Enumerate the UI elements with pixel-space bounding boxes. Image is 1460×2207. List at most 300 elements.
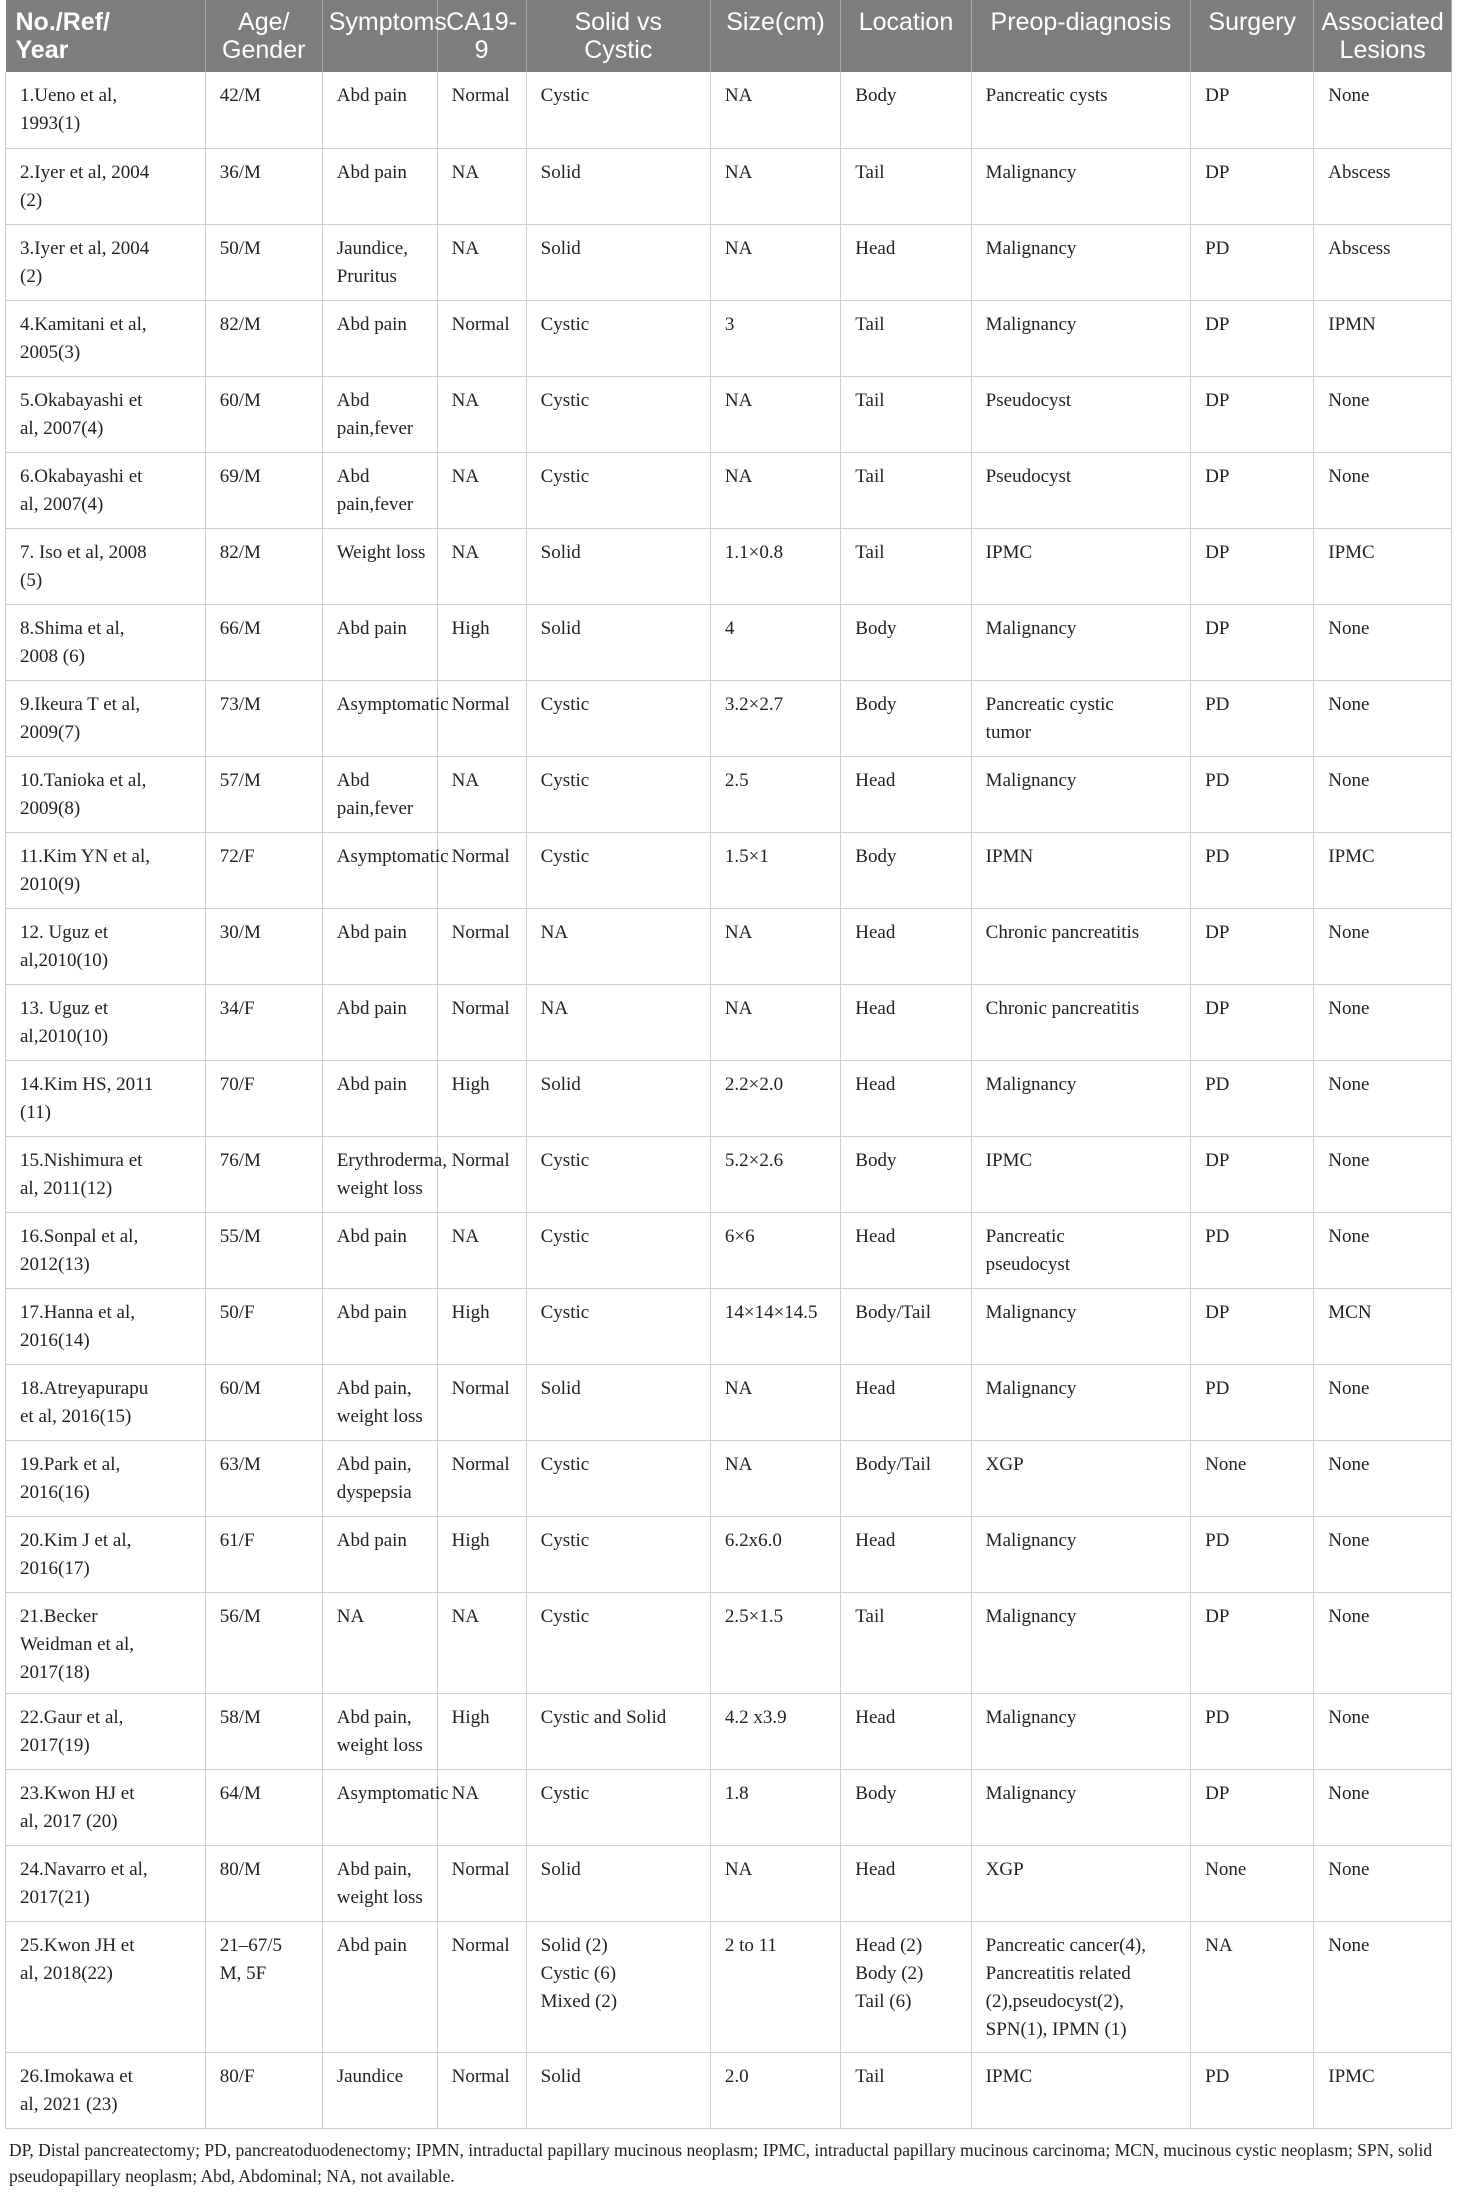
- cell-col-preop-diagnosis: Malignancy: [971, 1693, 1190, 1769]
- cell-col-associated-lesions: MCN: [1314, 1288, 1452, 1364]
- cell-col-surgery: PD: [1191, 680, 1314, 756]
- header-col-ca199: CA19- 9: [437, 0, 526, 72]
- cell-col-ca199: High: [437, 604, 526, 680]
- cell-col-associated-lesions: None: [1314, 984, 1452, 1060]
- cell-col-ca199: NA: [437, 1212, 526, 1288]
- cell-col-preop-diagnosis: Malignancy: [971, 756, 1190, 832]
- cell-col-associated-lesions: None: [1314, 1136, 1452, 1212]
- cell-col-solid-cystic: Solid: [526, 1845, 710, 1921]
- cell-col-ca199: Normal: [437, 908, 526, 984]
- cell-col-symptoms: Abd pain, weight loss: [322, 1693, 437, 1769]
- cell-col-surgery: DP: [1191, 1288, 1314, 1364]
- cell-col-location: Head: [841, 1693, 971, 1769]
- cell-col-solid-cystic: Solid: [526, 148, 710, 224]
- cell-col-age-gender: 69/M: [205, 452, 322, 528]
- table-row: [6, 1060, 1452, 1136]
- cell-col-solid-cystic: NA: [526, 908, 710, 984]
- cell-col-ref: 20.Kim J et al, 2016(17): [6, 1516, 206, 1592]
- cell-col-associated-lesions: None: [1314, 756, 1452, 832]
- cell-col-ref: 23.Kwon HJ et al, 2017 (20): [6, 1769, 206, 1845]
- cell-col-ref: 5.Okabayashi et al, 2007(4): [6, 376, 206, 452]
- cell-col-age-gender: 73/M: [205, 680, 322, 756]
- cell-col-size: 1.5×1: [710, 832, 840, 908]
- cell-col-surgery: PD: [1191, 1364, 1314, 1440]
- cell-col-symptoms: Abd pain: [322, 1212, 437, 1288]
- cell-col-associated-lesions: None: [1314, 604, 1452, 680]
- cell-col-symptoms: Abd pain: [322, 1060, 437, 1136]
- cell-col-preop-diagnosis: Malignancy: [971, 1592, 1190, 1693]
- cell-col-ca199: NA: [437, 528, 526, 604]
- cell-col-location: Head (2) Body (2) Tail (6): [841, 1921, 971, 2052]
- cell-col-preop-diagnosis: Pancreatic cysts: [971, 72, 1190, 148]
- cell-col-symptoms: Jaundice: [322, 2052, 437, 2128]
- cell-col-associated-lesions: None: [1314, 1921, 1452, 2052]
- cell-col-preop-diagnosis: Malignancy: [971, 604, 1190, 680]
- header-col-surgery: Surgery: [1191, 0, 1314, 72]
- cell-col-location: Head: [841, 1516, 971, 1592]
- cell-col-size: 4: [710, 604, 840, 680]
- cell-col-ref: 3.Iyer et al, 2004 (2): [6, 224, 206, 300]
- cell-col-preop-diagnosis: Malignancy: [971, 1288, 1190, 1364]
- cell-col-preop-diagnosis: Chronic pancreatitis: [971, 984, 1190, 1060]
- table-row: [6, 148, 1452, 224]
- cell-col-size: NA: [710, 1364, 840, 1440]
- cell-col-preop-diagnosis: Pancreatic cystic tumor: [971, 680, 1190, 756]
- cell-col-ref: 2.Iyer et al, 2004 (2): [6, 148, 206, 224]
- cell-col-associated-lesions: None: [1314, 376, 1452, 452]
- cell-col-surgery: DP: [1191, 148, 1314, 224]
- cell-col-surgery: DP: [1191, 300, 1314, 376]
- table-row: [6, 1769, 1452, 1845]
- cell-col-associated-lesions: IPMC: [1314, 2052, 1452, 2128]
- case-table: [5, 0, 1452, 2129]
- table-row: [6, 1212, 1452, 1288]
- cell-col-associated-lesions: IPMC: [1314, 832, 1452, 908]
- cell-col-size: 3.2×2.7: [710, 680, 840, 756]
- cell-col-preop-diagnosis: Malignancy: [971, 300, 1190, 376]
- table-row: [6, 1440, 1452, 1516]
- table-row: [6, 1845, 1452, 1921]
- cell-col-size: 4.2 x3.9: [710, 1693, 840, 1769]
- cell-col-age-gender: 30/M: [205, 908, 322, 984]
- cell-col-associated-lesions: Abscess: [1314, 224, 1452, 300]
- cell-col-location: Body/Tail: [841, 1288, 971, 1364]
- table-row: [6, 1364, 1452, 1440]
- cell-col-symptoms: Abd pain: [322, 1288, 437, 1364]
- table-row: [6, 832, 1452, 908]
- cell-col-age-gender: 34/F: [205, 984, 322, 1060]
- cell-col-solid-cystic: Cystic: [526, 452, 710, 528]
- cell-col-ref: 7. Iso et al, 2008 (5): [6, 528, 206, 604]
- cell-col-ca199: NA: [437, 224, 526, 300]
- cell-col-solid-cystic: Cystic: [526, 300, 710, 376]
- cell-col-size: NA: [710, 148, 840, 224]
- cell-col-size: NA: [710, 224, 840, 300]
- cell-col-preop-diagnosis: Malignancy: [971, 1364, 1190, 1440]
- cell-col-surgery: DP: [1191, 604, 1314, 680]
- cell-col-symptoms: Asymptomatic: [322, 832, 437, 908]
- cell-col-ref: 8.Shima et al, 2008 (6): [6, 604, 206, 680]
- cell-col-preop-diagnosis: IPMC: [971, 1136, 1190, 1212]
- cell-col-age-gender: 57/M: [205, 756, 322, 832]
- cell-col-symptoms: Erythroderma, weight loss: [322, 1136, 437, 1212]
- cell-col-age-gender: 82/M: [205, 300, 322, 376]
- cell-col-size: 6×6: [710, 1212, 840, 1288]
- table-row: [6, 1693, 1452, 1769]
- cell-col-size: 1.8: [710, 1769, 840, 1845]
- cell-col-preop-diagnosis: XGP: [971, 1440, 1190, 1516]
- cell-col-solid-cystic: Solid: [526, 2052, 710, 2128]
- cell-col-symptoms: Abd pain, dyspepsia: [322, 1440, 437, 1516]
- cell-col-location: Body: [841, 1136, 971, 1212]
- cell-col-size: NA: [710, 908, 840, 984]
- table-row: [6, 1136, 1452, 1212]
- header-col-size: Size(cm): [710, 0, 840, 72]
- cell-col-symptoms: Abd pain: [322, 604, 437, 680]
- cell-col-ref: 22.Gaur et al, 2017(19): [6, 1693, 206, 1769]
- cell-col-surgery: DP: [1191, 1136, 1314, 1212]
- cell-col-symptoms: Abd pain: [322, 1921, 437, 2052]
- cell-col-ref: 16.Sonpal et al, 2012(13): [6, 1212, 206, 1288]
- cell-col-size: 1.1×0.8: [710, 528, 840, 604]
- cell-col-location: Body: [841, 604, 971, 680]
- header-col-location: Location: [841, 0, 971, 72]
- cell-col-associated-lesions: None: [1314, 72, 1452, 148]
- cell-col-preop-diagnosis: Malignancy: [971, 1060, 1190, 1136]
- table-row: [6, 300, 1452, 376]
- cell-col-symptoms: NA: [322, 1592, 437, 1693]
- cell-col-surgery: DP: [1191, 1592, 1314, 1693]
- cell-col-location: Tail: [841, 300, 971, 376]
- cell-col-age-gender: 70/F: [205, 1060, 322, 1136]
- cell-col-ca199: Normal: [437, 832, 526, 908]
- cell-col-age-gender: 50/M: [205, 224, 322, 300]
- cell-col-solid-cystic: Solid: [526, 528, 710, 604]
- header-col-symptoms: Symptoms: [322, 0, 437, 72]
- cell-col-solid-cystic: Cystic: [526, 1136, 710, 1212]
- cell-col-solid-cystic: Solid: [526, 1060, 710, 1136]
- cell-col-location: Head: [841, 1060, 971, 1136]
- cell-col-age-gender: 63/M: [205, 1440, 322, 1516]
- cell-col-solid-cystic: Solid (2) Cystic (6) Mixed (2): [526, 1921, 710, 2052]
- cell-col-symptoms: Abd pain: [322, 148, 437, 224]
- table-row: [6, 72, 1452, 148]
- cell-col-size: 2.2×2.0: [710, 1060, 840, 1136]
- cell-col-location: Head: [841, 1364, 971, 1440]
- cell-col-age-gender: 61/F: [205, 1516, 322, 1592]
- cell-col-symptoms: Abd pain: [322, 1516, 437, 1592]
- cell-col-ca199: Normal: [437, 300, 526, 376]
- cell-col-solid-cystic: Cystic: [526, 680, 710, 756]
- cell-col-size: 2.0: [710, 2052, 840, 2128]
- cell-col-location: Body/Tail: [841, 1440, 971, 1516]
- cell-col-preop-diagnosis: IPMN: [971, 832, 1190, 908]
- cell-col-solid-cystic: NA: [526, 984, 710, 1060]
- cell-col-associated-lesions: None: [1314, 1364, 1452, 1440]
- cell-col-symptoms: Weight loss: [322, 528, 437, 604]
- cell-col-solid-cystic: Solid: [526, 224, 710, 300]
- cell-col-preop-diagnosis: IPMC: [971, 528, 1190, 604]
- cell-col-ref: 13. Uguz et al,2010(10): [6, 984, 206, 1060]
- cell-col-location: Tail: [841, 1592, 971, 1693]
- cell-col-location: Head: [841, 1212, 971, 1288]
- cell-col-preop-diagnosis: Pseudocyst: [971, 376, 1190, 452]
- cell-col-surgery: None: [1191, 1845, 1314, 1921]
- cell-col-ref: 26.Imokawa et al, 2021 (23): [6, 2052, 206, 2128]
- cell-col-solid-cystic: Solid: [526, 604, 710, 680]
- cell-col-solid-cystic: Cystic and Solid: [526, 1693, 710, 1769]
- cell-col-associated-lesions: Abscess: [1314, 148, 1452, 224]
- table-row: [6, 224, 1452, 300]
- cell-col-ref: 1.Ueno et al, 1993(1): [6, 72, 206, 148]
- cell-col-solid-cystic: Cystic: [526, 1769, 710, 1845]
- cell-col-ref: 19.Park et al, 2016(16): [6, 1440, 206, 1516]
- cell-col-size: 2 to 11: [710, 1921, 840, 2052]
- table-row: [6, 2052, 1452, 2128]
- cell-col-ca199: Normal: [437, 1921, 526, 2052]
- cell-col-associated-lesions: None: [1314, 680, 1452, 756]
- cell-col-age-gender: 66/M: [205, 604, 322, 680]
- cell-col-location: Body: [841, 680, 971, 756]
- cell-col-ref: 25.Kwon JH et al, 2018(22): [6, 1921, 206, 2052]
- cell-col-location: Tail: [841, 148, 971, 224]
- header-col-solid-cystic: Solid vs Cystic: [526, 0, 710, 72]
- cell-col-ca199: Normal: [437, 984, 526, 1060]
- cell-col-ca199: Normal: [437, 2052, 526, 2128]
- cell-col-ref: 4.Kamitani et al, 2005(3): [6, 300, 206, 376]
- cell-col-associated-lesions: None: [1314, 452, 1452, 528]
- table-row: [6, 984, 1452, 1060]
- cell-col-surgery: DP: [1191, 1769, 1314, 1845]
- cell-col-size: 2.5: [710, 756, 840, 832]
- cell-col-associated-lesions: None: [1314, 1516, 1452, 1592]
- cell-col-size: 3: [710, 300, 840, 376]
- cell-col-surgery: PD: [1191, 224, 1314, 300]
- cell-col-size: NA: [710, 1845, 840, 1921]
- cell-col-surgery: PD: [1191, 1060, 1314, 1136]
- cell-col-preop-diagnosis: Malignancy: [971, 1769, 1190, 1845]
- cell-col-ca199: NA: [437, 148, 526, 224]
- cell-col-ref: 24.Navarro et al, 2017(21): [6, 1845, 206, 1921]
- cell-col-surgery: PD: [1191, 1693, 1314, 1769]
- cell-col-ca199: High: [437, 1060, 526, 1136]
- cell-col-ref: 15.Nishimura et al, 2011(12): [6, 1136, 206, 1212]
- cell-col-location: Tail: [841, 528, 971, 604]
- cell-col-solid-cystic: Cystic: [526, 1212, 710, 1288]
- cell-col-associated-lesions: IPMC: [1314, 528, 1452, 604]
- cell-col-associated-lesions: None: [1314, 908, 1452, 984]
- cell-col-ca199: NA: [437, 1592, 526, 1693]
- table-row: [6, 604, 1452, 680]
- cell-col-size: 5.2×2.6: [710, 1136, 840, 1212]
- cell-col-surgery: DP: [1191, 908, 1314, 984]
- cell-col-surgery: DP: [1191, 984, 1314, 1060]
- cell-col-surgery: PD: [1191, 756, 1314, 832]
- cell-col-ref: 12. Uguz et al,2010(10): [6, 908, 206, 984]
- table-row: [6, 908, 1452, 984]
- cell-col-symptoms: Abd pain: [322, 72, 437, 148]
- cell-col-symptoms: Asymptomatic: [322, 680, 437, 756]
- cell-col-ref: 21.Becker Weidman et al, 2017(18): [6, 1592, 206, 1693]
- cell-col-ref: 18.Atreyapurapu et al, 2016(15): [6, 1364, 206, 1440]
- table-row: [6, 680, 1452, 756]
- cell-col-location: Head: [841, 984, 971, 1060]
- cell-col-surgery: PD: [1191, 2052, 1314, 2128]
- cell-col-surgery: DP: [1191, 72, 1314, 148]
- cell-col-surgery: NA: [1191, 1921, 1314, 2052]
- cell-col-preop-diagnosis: Malignancy: [971, 1516, 1190, 1592]
- cell-col-ref: 17.Hanna et al, 2016(14): [6, 1288, 206, 1364]
- cell-col-solid-cystic: Cystic: [526, 1516, 710, 1592]
- table-container: [5, 0, 1452, 2189]
- cell-col-associated-lesions: None: [1314, 1592, 1452, 1693]
- cell-col-size: NA: [710, 72, 840, 148]
- cell-col-location: Body: [841, 1769, 971, 1845]
- cell-col-age-gender: 72/F: [205, 832, 322, 908]
- cell-col-size: NA: [710, 376, 840, 452]
- cell-col-age-gender: 58/M: [205, 1693, 322, 1769]
- cell-col-age-gender: 42/M: [205, 72, 322, 148]
- cell-col-associated-lesions: None: [1314, 1060, 1452, 1136]
- cell-col-associated-lesions: None: [1314, 1769, 1452, 1845]
- cell-col-surgery: PD: [1191, 1212, 1314, 1288]
- cell-col-age-gender: 80/M: [205, 1845, 322, 1921]
- cell-col-location: Body: [841, 72, 971, 148]
- cell-col-ref: 6.Okabayashi et al, 2007(4): [6, 452, 206, 528]
- header-col-associated-lesions: Associated Lesions: [1314, 0, 1452, 72]
- cell-col-solid-cystic: Cystic: [526, 1288, 710, 1364]
- cell-col-ca199: Normal: [437, 1440, 526, 1516]
- cell-col-size: NA: [710, 1440, 840, 1516]
- cell-col-ca199: NA: [437, 1769, 526, 1845]
- table-row: [6, 376, 1452, 452]
- table-row: [6, 528, 1452, 604]
- cell-col-ca199: Normal: [437, 680, 526, 756]
- cell-col-preop-diagnosis: Chronic pancreatitis: [971, 908, 1190, 984]
- cell-col-age-gender: 80/F: [205, 2052, 322, 2128]
- cell-col-age-gender: 76/M: [205, 1136, 322, 1212]
- cell-col-location: Body: [841, 832, 971, 908]
- cell-col-solid-cystic: Cystic: [526, 832, 710, 908]
- cell-col-location: Head: [841, 224, 971, 300]
- cell-col-solid-cystic: Cystic: [526, 376, 710, 452]
- cell-col-solid-cystic: Cystic: [526, 1440, 710, 1516]
- table-body: [6, 72, 1452, 2128]
- cell-col-solid-cystic: Cystic: [526, 756, 710, 832]
- cell-col-age-gender: 64/M: [205, 1769, 322, 1845]
- table-row: [6, 1516, 1452, 1592]
- cell-col-solid-cystic: Cystic: [526, 1592, 710, 1693]
- cell-col-age-gender: 36/M: [205, 148, 322, 224]
- cell-col-ca199: NA: [437, 376, 526, 452]
- cell-col-ca199: NA: [437, 756, 526, 832]
- table-row: [6, 1288, 1452, 1364]
- table-row: [6, 1921, 1452, 2052]
- cell-col-preop-diagnosis: Pseudocyst: [971, 452, 1190, 528]
- cell-col-age-gender: 55/M: [205, 1212, 322, 1288]
- cell-col-ca199: High: [437, 1693, 526, 1769]
- cell-col-ca199: High: [437, 1516, 526, 1592]
- table-footnote: DP, Distal pancreatectomy; PD, pancreatoduodenectomy; IPMN, intraductal papillary mucinous neoplasm; IPMC, intraductal papillary mucinous carcinoma; MCN, mucinous cystic neoplasm; SPN, solid pseudopapillary neoplasm; Abd, Abdominal; NA, not available.: [9, 2139, 1433, 2186]
- cell-col-size: 6.2x6.0: [710, 1516, 840, 1592]
- cell-col-age-gender: 60/M: [205, 1364, 322, 1440]
- cell-col-symptoms: Abd pain,fever: [322, 376, 437, 452]
- cell-col-symptoms: Abd pain: [322, 300, 437, 376]
- cell-col-associated-lesions: None: [1314, 1693, 1452, 1769]
- cell-col-surgery: None: [1191, 1440, 1314, 1516]
- cell-col-location: Head: [841, 756, 971, 832]
- cell-col-location: Head: [841, 908, 971, 984]
- cell-col-preop-diagnosis: Malignancy: [971, 148, 1190, 224]
- cell-col-symptoms: Abd pain,fever: [322, 756, 437, 832]
- cell-col-location: Tail: [841, 376, 971, 452]
- cell-col-size: NA: [710, 452, 840, 528]
- cell-col-age-gender: 56/M: [205, 1592, 322, 1693]
- cell-col-ref: 9.Ikeura T et al, 2009(7): [6, 680, 206, 756]
- cell-col-symptoms: Abd pain: [322, 984, 437, 1060]
- cell-col-ca199: High: [437, 1288, 526, 1364]
- cell-col-associated-lesions: None: [1314, 1440, 1452, 1516]
- cell-col-preop-diagnosis: Malignancy: [971, 224, 1190, 300]
- header-row: [6, 0, 1452, 72]
- cell-col-preop-diagnosis: Pancreatic pseudocyst: [971, 1212, 1190, 1288]
- table-row: [6, 452, 1452, 528]
- cell-col-location: Head: [841, 1845, 971, 1921]
- cell-col-preop-diagnosis: Pancreatic cancer(4), Pancreatitis related (2),pseudocyst(2), SPN(1), IPMN (1): [971, 1921, 1190, 2052]
- cell-col-age-gender: 82/M: [205, 528, 322, 604]
- cell-col-preop-diagnosis: IPMC: [971, 2052, 1190, 2128]
- cell-col-surgery: DP: [1191, 376, 1314, 452]
- cell-col-age-gender: 21–67/5 M, 5F: [205, 1921, 322, 2052]
- cell-col-surgery: DP: [1191, 452, 1314, 528]
- header-col-preop-diagnosis: Preop-diagnosis: [971, 0, 1190, 72]
- cell-col-solid-cystic: Cystic: [526, 72, 710, 148]
- cell-col-surgery: PD: [1191, 832, 1314, 908]
- cell-col-symptoms: Abd pain: [322, 908, 437, 984]
- cell-col-ca199: Normal: [437, 1364, 526, 1440]
- cell-col-ca199: NA: [437, 452, 526, 528]
- header-col-ref: No./Ref/ Year: [6, 0, 206, 72]
- cell-col-ca199: Normal: [437, 1845, 526, 1921]
- cell-col-ref: 14.Kim HS, 2011 (11): [6, 1060, 206, 1136]
- cell-col-ca199: Normal: [437, 1136, 526, 1212]
- cell-col-surgery: DP: [1191, 528, 1314, 604]
- cell-col-associated-lesions: IPMN: [1314, 300, 1452, 376]
- cell-col-ref: 10.Tanioka et al, 2009(8): [6, 756, 206, 832]
- cell-col-size: 14×14×14.5: [710, 1288, 840, 1364]
- cell-col-age-gender: 60/M: [205, 376, 322, 452]
- cell-col-associated-lesions: None: [1314, 1212, 1452, 1288]
- table-row: [6, 1592, 1452, 1693]
- cell-col-size: NA: [710, 984, 840, 1060]
- table-row: [6, 756, 1452, 832]
- cell-col-symptoms: Abd pain, weight loss: [322, 1845, 437, 1921]
- header-col-age-gender: Age/ Gender: [205, 0, 322, 72]
- cell-col-location: Tail: [841, 452, 971, 528]
- cell-col-symptoms: Jaundice, Pruritus: [322, 224, 437, 300]
- cell-col-surgery: PD: [1191, 1516, 1314, 1592]
- cell-col-ref: 11.Kim YN et al, 2010(9): [6, 832, 206, 908]
- cell-col-preop-diagnosis: XGP: [971, 1845, 1190, 1921]
- cell-col-solid-cystic: Solid: [526, 1364, 710, 1440]
- cell-col-associated-lesions: None: [1314, 1845, 1452, 1921]
- cell-col-symptoms: Abd pain, weight loss: [322, 1364, 437, 1440]
- cell-col-symptoms: Abd pain,fever: [322, 452, 437, 528]
- cell-col-symptoms: Asymptomatic: [322, 1769, 437, 1845]
- cell-col-size: 2.5×1.5: [710, 1592, 840, 1693]
- cell-col-location: Tail: [841, 2052, 971, 2128]
- cell-col-age-gender: 50/F: [205, 1288, 322, 1364]
